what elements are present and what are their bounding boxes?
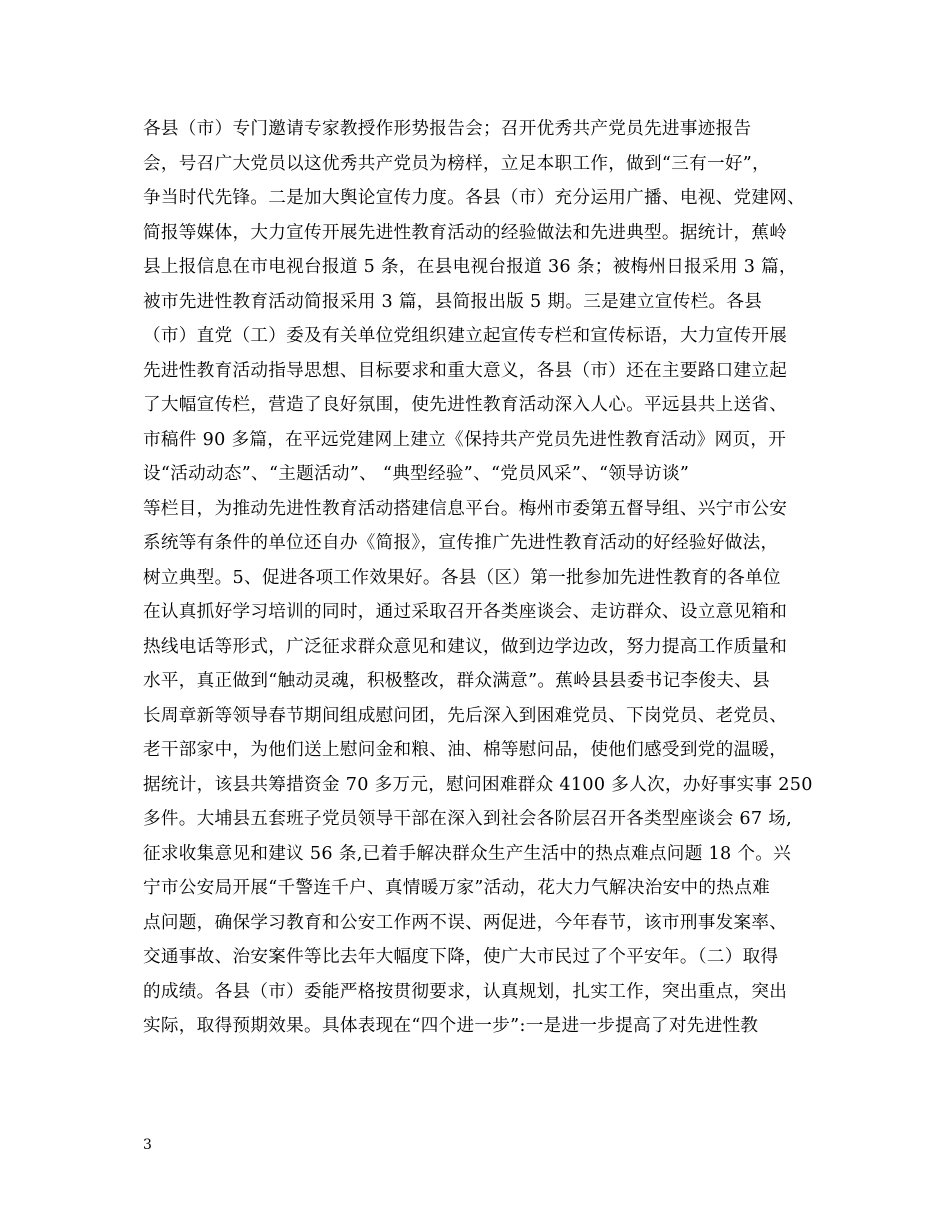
text-line: 先进性教育活动指导思想、目标要求和重大意义，各县（市）还在主要路口建立起 <box>143 360 788 381</box>
text-line: 据统计，该县共筹措资金 70 多万元，慰问困难群众 4100 多人次，办好事实事 250 <box>143 774 813 795</box>
text-line: 县上报信息在市电视台报道 5 条，在县电视台报道 36 条；被梅州日报采用 3 篇， <box>143 257 797 277</box>
text-line: 设“活动动态”、“主题活动”、 “典型经验”、“党员风采”、“领导访谈” <box>143 464 690 484</box>
text-line: 系统等有条件的单位还自办《简报》，宣传推广先进性教育活动的好经验好做法， <box>143 533 779 553</box>
text-line: 点问题，确保学习教育和公安工作两不误、两促进，今年春节，该市刑事发案率、 <box>143 912 788 933</box>
text-line: 各县（市）专门邀请专家教授作形势报告会；召开优秀共产党员先进事迹报告 <box>143 119 752 139</box>
text-line: 老干部家中，为他们送上慰问金和粮、油、棉等慰问品，使他们感受到党的温暖， <box>143 740 788 760</box>
text-line: 在认真抓好学习培训的同时，通过采取召开各类座谈会、走访群众、设立意见箱和 <box>143 602 788 622</box>
text-line: 水平，真正做到“触动灵魂，积极整改，群众满意”。蕉岭县县委书记李俊夫、县 <box>143 671 770 691</box>
text-line: （市）直党（工）委及有关单位党组织建立起宣传专栏和宣传标语，大力宣传开展 <box>143 326 788 346</box>
text-line: 等栏目，为推动先进性教育活动搭建信息平台。梅州市委第五督导组、兴宁市公安 <box>143 498 788 519</box>
page-number: 3 <box>143 1137 152 1153</box>
text-line: 会，号召广大党员以这优秀共产党员为榜样，立足本职工作，做到“三有一好”， <box>143 153 770 174</box>
text-line: 长周章新等领导春节期间组成慰问团，先后深入到困难党员、下岗党员、老党员、 <box>143 705 788 726</box>
text-line: 实际，取得预期效果。具体表现在“四个进一步”:一是进一步提高了对先进性教 <box>143 1016 759 1036</box>
text-line: 的成绩。各县（市）委能严格按贯彻要求，认真规划，扎实工作，突出重点，突出 <box>143 981 788 1002</box>
text-line: 多件。大埔县五套班子党员领导干部在深入到社会各阶层召开各类型座谈会 67 场, <box>143 809 793 829</box>
text-line: 市稿件 90 多篇，在平远党建网上建立《保持共产党员先进性教育活动》网页，开 <box>143 429 787 450</box>
text-line: 简报等媒体，大力宣传开展先进性教育活动的经验做法和先进典型。据统计，蕉岭 <box>143 222 788 243</box>
text-line: 宁市公安局开展“千警连千户、真情暖万家”活动，花大力气解决治安中的热点难 <box>143 878 770 898</box>
text-line: 树立典型。5、促进各项工作效果好。各县（区）第一批参加先进性教育的各单位 <box>143 567 781 588</box>
text-line: 了大幅宣传栏，营造了良好氛围，使先进性教育活动深入人心。平远县共上送省、 <box>143 395 788 415</box>
text-line: 征求收集意见和建议 56 条,已着手解决群众生产生活中的热点难点问题 18 个。兴 <box>143 843 792 864</box>
text-line: 被市先进性教育活动简报采用 3 篇，县简报出版 5 期。三是建立宣传栏。各县 <box>143 291 763 312</box>
body-text <box>143 112 843 1044</box>
text-line: 争当时代先锋。二是加大舆论宣传力度。各县（市）充分运用广播、电视、党建网、 <box>143 188 806 208</box>
text-line: 交通事故、治安案件等比去年大幅度下降，使广大市民过了个平安年。（二）取得 <box>143 947 779 967</box>
text-line: 热线电话等形式，广泛征求群众意见和建议，做到边学边改，努力提高工作质量和 <box>143 636 788 657</box>
